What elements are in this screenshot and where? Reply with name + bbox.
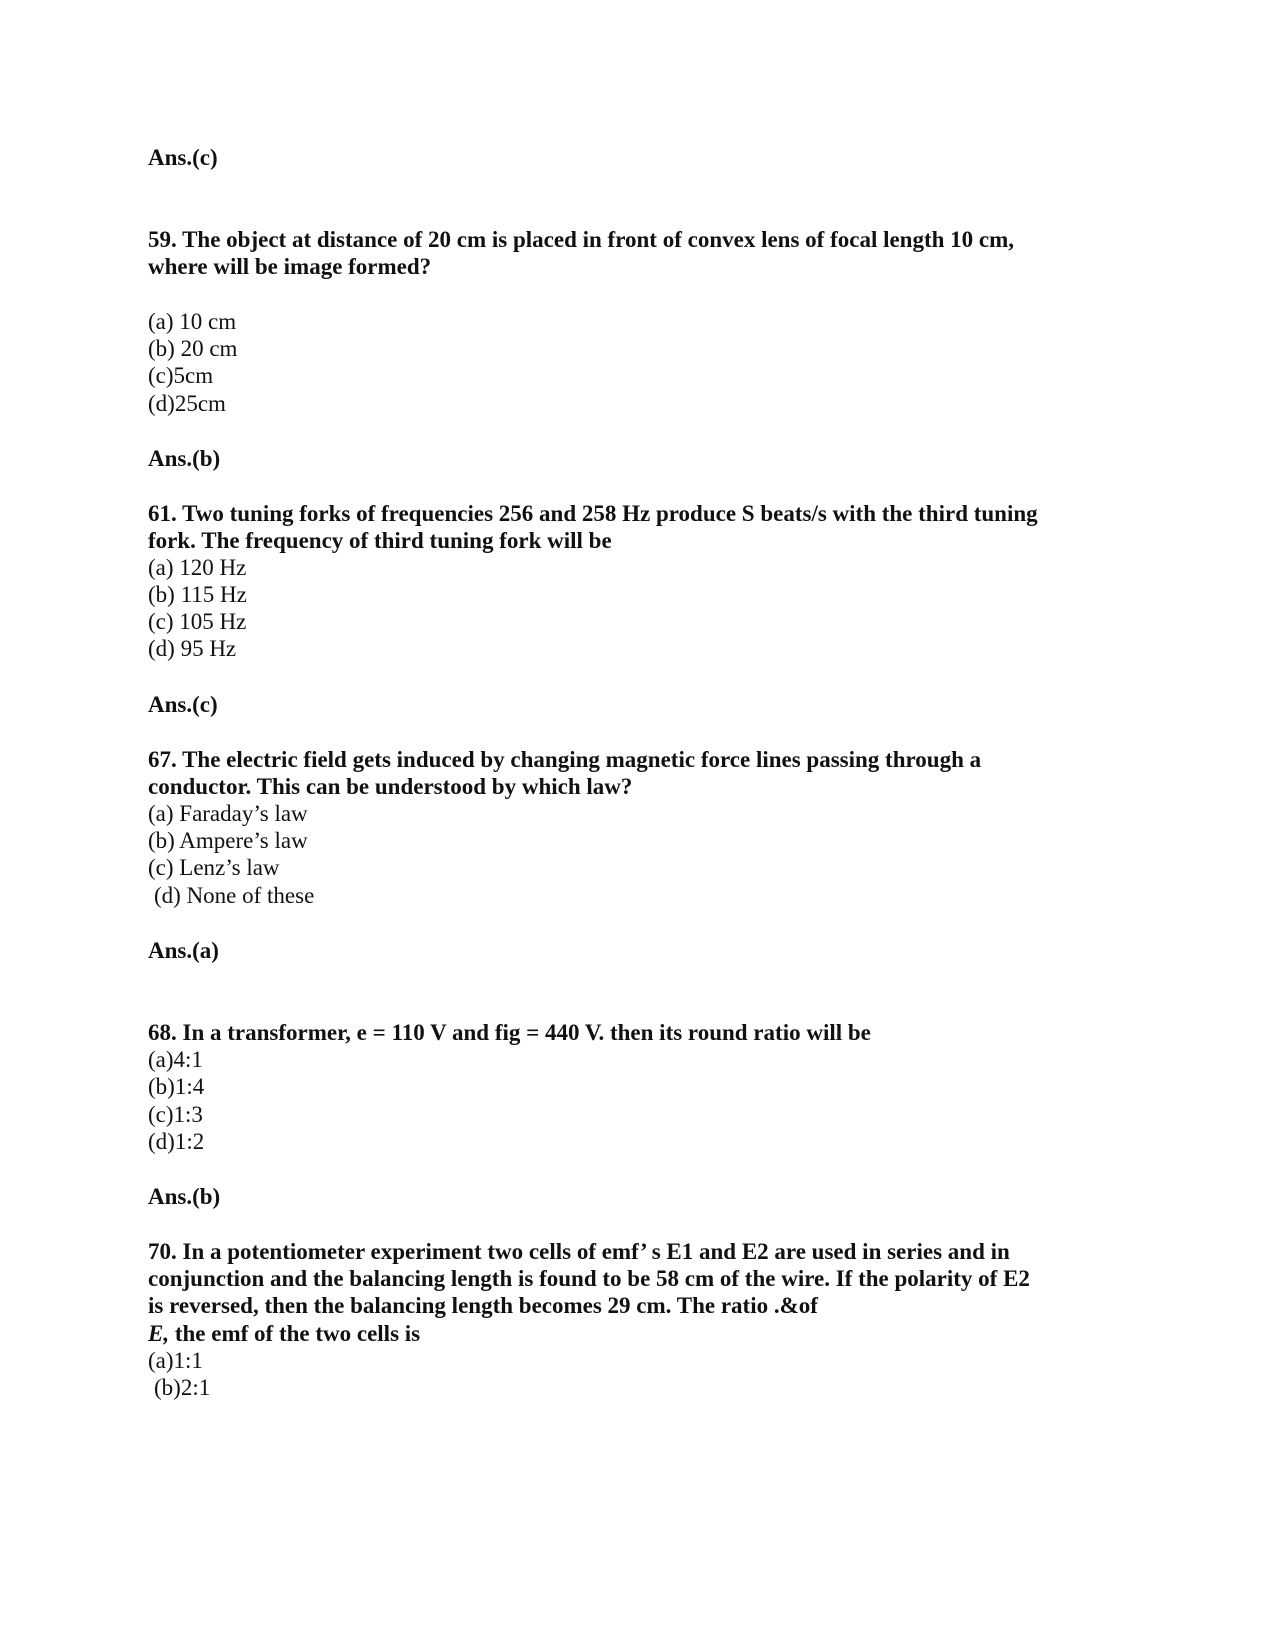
q61-text-line1: 61. Two tuning forks of frequencies 256 and 258 Hz produce S beats/s with the third tuning (148, 501, 1038, 526)
q61-option-a: (a) 120 Hz (148, 555, 247, 580)
q70-option-a: (a)1:1 (148, 1348, 203, 1373)
q68-option-a: (a)4:1 (148, 1047, 203, 1072)
q67-text-line2: conductor. This can be understood by which law? (148, 774, 633, 799)
q68-option-d: (d)1:2 (148, 1129, 205, 1154)
q59-option-c: (c)5cm (148, 363, 214, 388)
q61-option-b: (b) 115 Hz (148, 582, 247, 607)
q68-text-line1: 68. In a transformer, e = 110 V and fig = 440 V. then its round ratio will be (148, 1020, 871, 1045)
q59-text-line2: where will be image formed? (148, 254, 432, 279)
q59-option-a: (a) 10 cm (148, 309, 237, 334)
q59-text-line1: 59. The object at distance of 20 cm is placed in front of convex lens of focal length 10 cm, (148, 227, 1015, 252)
q67-text-line1: 67. The electric field gets induced by changing magnetic force lines passing through a (148, 747, 982, 772)
q70-text-line3: is reversed, then the balancing length becomes 29 cm. The ratio .&of (148, 1293, 818, 1318)
q67-option-b: (b) Ampere’s law (148, 828, 308, 853)
q70-symbol-e: E, (148, 1321, 170, 1346)
q70-option-b: (b)2:1 (154, 1375, 211, 1400)
q61-text-line2: fork. The frequency of third tuning fork will be (148, 528, 612, 553)
q67-answer: Ans.(a) (148, 938, 219, 963)
q61-answer: Ans.(c) (148, 692, 218, 717)
q67-option-a: (a) Faraday’s law (148, 801, 308, 826)
q68-answer: Ans.(b) (148, 1184, 221, 1209)
q70-text-line4 (148, 1320, 420, 1348)
q59-option-d: (d)25cm (148, 391, 226, 416)
q67-option-c: (c) Lenz’s law (148, 855, 280, 880)
q68-option-c: (c)1:3 (148, 1102, 203, 1127)
q68-option-b: (b)1:4 (148, 1074, 205, 1099)
q67-option-d: (d) None of these (154, 883, 315, 908)
q61-option-d: (d) 95 Hz (148, 636, 237, 661)
q70-text-line2: conjunction and the balancing length is found to be 58 cm of the wire. If the polarity of E2 (148, 1266, 1030, 1291)
q70-text-line1: 70. In a potentiometer experiment two cells of emf’ s E1 and E2 are used in series and in (148, 1239, 1010, 1264)
q59-answer: Ans.(b) (148, 446, 221, 471)
q61-option-c: (c) 105 Hz (148, 609, 247, 634)
answer-top: Ans.(c) (148, 145, 218, 170)
q59-option-b: (b) 20 cm (148, 336, 238, 361)
q70-text-line4-rest: the emf of the two cells is (169, 1321, 421, 1346)
